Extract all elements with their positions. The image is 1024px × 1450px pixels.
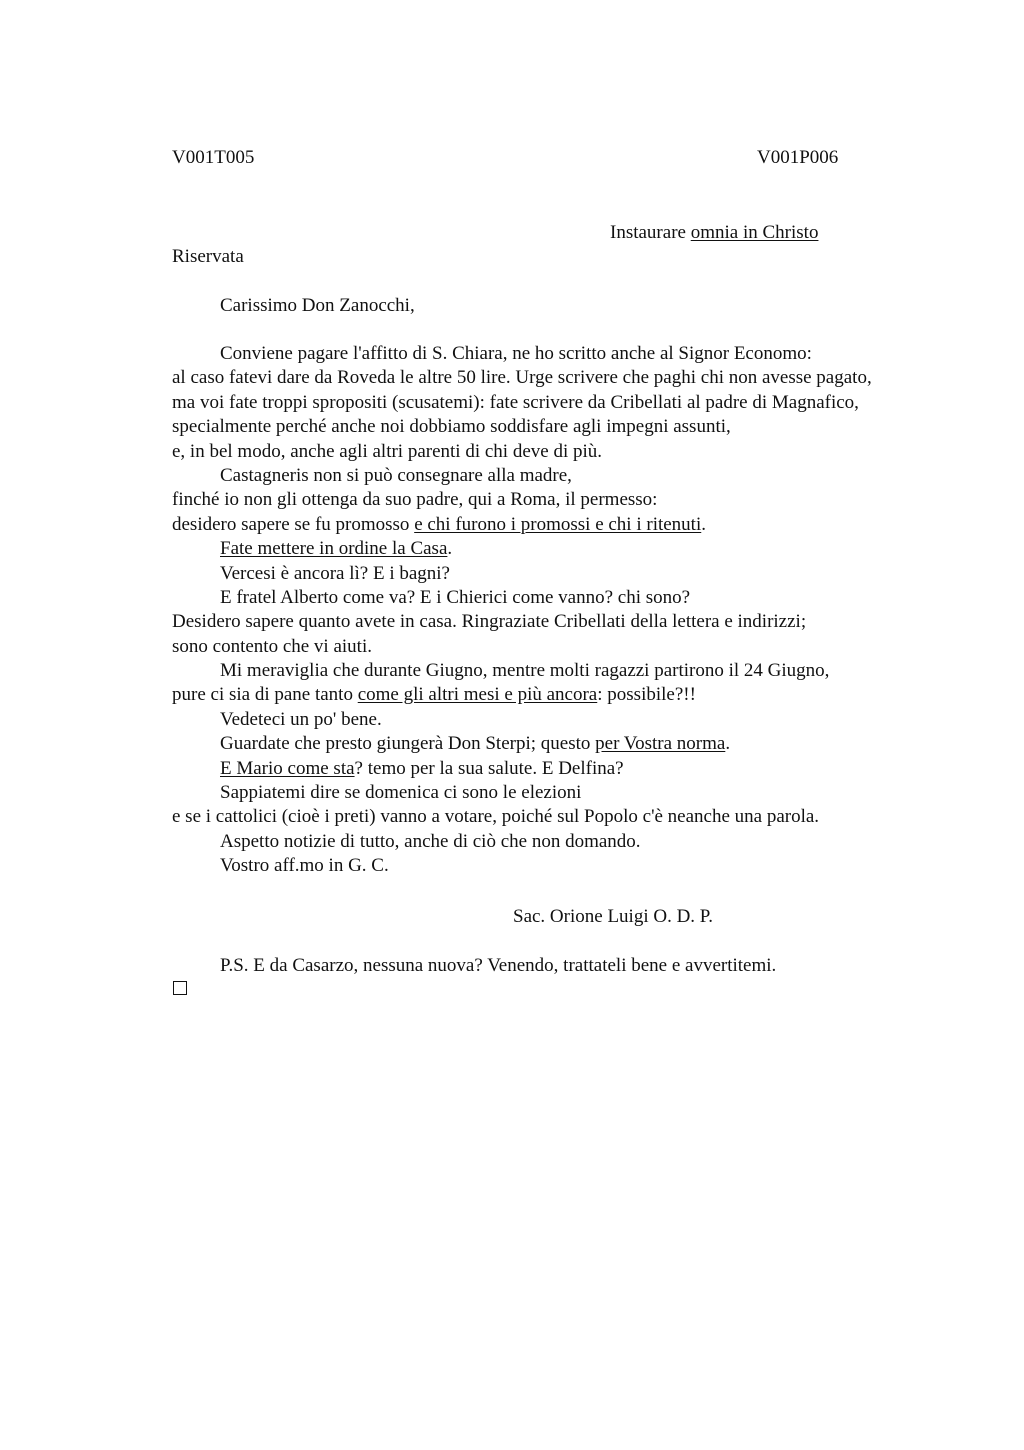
text-segment: desidero sapere se fu promosso [172,513,415,535]
underlined-text: Fate mettere in ordine la Casa [220,538,448,560]
letter-line [172,342,952,366]
letter-body [172,342,952,879]
letter-line [172,464,952,488]
letter-line [172,708,952,732]
text-segment: Conviene pagare l'affitto di S. Chiara, ne ho scritto anche al Signor Economo: [220,343,812,364]
text-segment: Vercesi è ancora lì? E i bagni? [220,562,450,584]
letter-line [172,805,952,829]
text-segment: Guardate che presto giungerà Don Sterpi; questo [220,733,596,755]
postscript: P.S. E da Casarzo, nessuna nuova? Venendo, trattateli bene e avvertitemi. [220,955,777,976]
letter-line [172,537,952,561]
underlined-text: come gli altri mesi e più ancora [357,684,598,706]
letter-line [172,415,952,439]
text-segment: pure ci sia di pane tanto [172,684,358,706]
text-segment: Aspetto notizie di tutto, anche di ciò che non domando. [220,830,641,852]
motto-prefix: Instaurare [610,222,691,243]
text-segment: Sappiatemi dire se domenica ci sono le elezioni [220,782,582,804]
motto-underlined: omnia in Christo [690,222,819,243]
underlined-text: E Mario come sta [220,757,355,779]
motto [610,221,818,245]
salutation: Carissimo Don Zanocchi, [220,295,415,316]
text-segment: specialmente perché anche noi dobbiamo soddisfare agli impegni assunti, [172,416,731,438]
text-segment: . [725,733,731,755]
letter-line [172,586,952,610]
letter-line [172,635,952,659]
letter-line [172,683,952,707]
letter-line [172,854,952,878]
letter-line [172,440,952,464]
letter-line [172,830,952,854]
document-code-left: V001T005 [172,147,255,168]
letter-line [172,562,952,586]
text-segment: Desidero sapere quanto avete in casa. Ringraziate Cribellati della lettera e indirizzi; [172,611,807,633]
underlined-text: per Vostra norma [595,733,726,755]
underlined-text: e chi furono i promossi e chi i ritenuti [414,513,702,535]
letter-line [172,488,952,512]
text-segment: sono contento che vi aiuti. [172,635,372,657]
text-segment: e, in bel modo, anche agli altri parenti di chi deve di più. [172,440,603,462]
text-segment: Mi meraviglia che durante Giugno, mentre molti ragazzi partirono il 24 Giugno, [220,660,830,682]
letter-line [172,610,952,634]
text-segment: E fratel Alberto come va? E i Chierici come vanno? chi sono? [220,586,691,608]
letter-line [172,366,952,390]
text-segment: e se i cattolici (cioè i preti) vanno a votare, poiché sul Popolo c'è neanche una parola. [172,806,820,828]
classification-label: Riservata [172,246,244,267]
letter-line [172,757,952,781]
text-segment: Castagneris non si può consegnare alla madre, [220,464,572,486]
letter-line [172,781,952,805]
document-code-right: V001P006 [757,147,839,168]
text-segment: : possibile?!! [597,684,696,706]
signature: Sac. Orione Luigi O. D. P. [513,906,714,927]
text-segment: Vostro aff.mo in G. C. [220,855,389,877]
text-segment: ? temo per la sua salute. E Delfina? [354,757,624,779]
text-segment: finché io non gli ottenga da suo padre, qui a Roma, il permesso: [172,489,658,511]
letter-line [172,659,952,683]
text-segment: . [447,538,453,560]
checkbox-square-icon [173,981,187,995]
letter-line [172,391,952,415]
text-segment: ma voi fate troppi spropositi (scusatemi): fate scrivere da Cribellati al padre di Magnafico, [172,391,859,413]
text-segment: . [701,513,706,535]
text-segment: Vedeteci un po' bene. [220,708,382,730]
letter-line [172,732,952,756]
text-segment: al caso fatevi dare da Roveda le altre 50 lire. Urge scrivere che paghi chi non avesse pagato, [172,367,872,389]
letter-line [172,513,952,537]
